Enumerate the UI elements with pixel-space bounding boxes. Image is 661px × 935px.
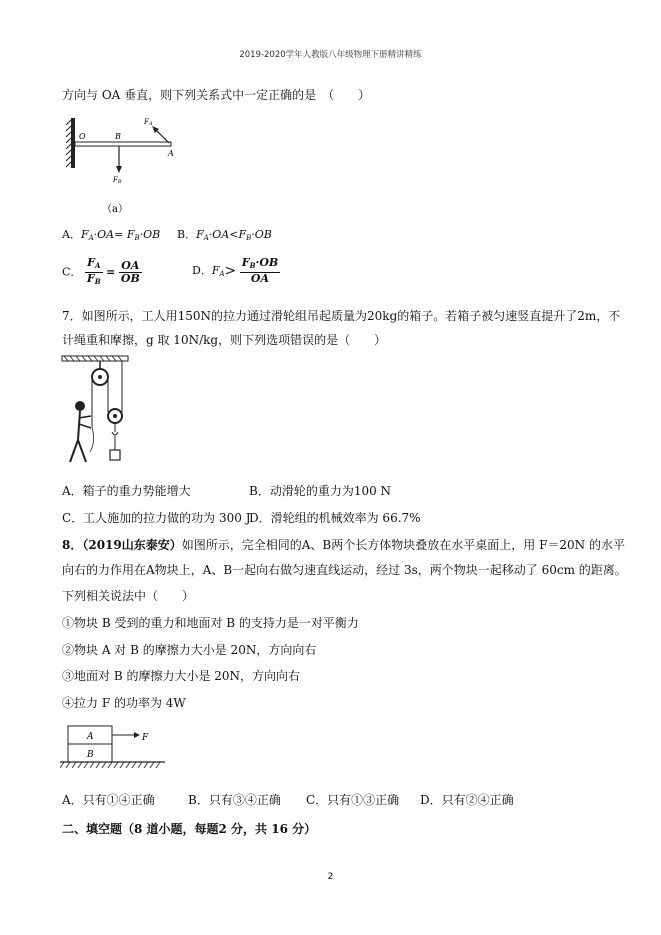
q6-option-a: A．$F_A\cdot OA= F_B\cdot OB$ [62, 228, 161, 242]
q7-line1: 7．如图所示，工人用150N的拉力通过滑轮组吊起质量为20kg的箱子。若箱子被匀速竖直提升了2m，不 [62, 309, 621, 323]
q7-option-d: D．滑轮组的机械效率为 66.7% [249, 511, 421, 525]
q6-lever-figure [60, 112, 190, 217]
q8-statement-1: ①物块 B 受到的重力和地面对 B 的支持力是一对平衡力 [62, 616, 359, 630]
q8-option-a: A．只有①④正确 [62, 793, 155, 807]
q7-option-c: C．工人施加的拉力做的功为 300 J [62, 511, 251, 525]
q7-pulley-figure [60, 352, 130, 472]
label-fb: FB [113, 176, 122, 185]
label-b: B [87, 750, 94, 760]
q6-option-d: D．$F_A>$ $\frac{F_B\cdot OB}{OA}$ [192, 256, 279, 285]
page-number: 2 [327, 872, 334, 882]
q8-blocks-figure [60, 720, 170, 780]
section-heading: 二、填空题（8 道小题，每题2 分，共 16 分） [62, 822, 317, 836]
q8-line3: 下列相关说法中（ ） [62, 589, 195, 603]
label-a: A [168, 149, 174, 158]
q8-statement-3: ③地面对 B 的摩擦力大小是 20N，方向向右 [62, 669, 301, 683]
q6-option-c: C． $\frac{F_A}{F_B}$ = $\frac{OA}{OB}$ [62, 256, 140, 286]
q8-line2: 向右的力作用在A物块上，A、B一起向右做匀速直线运动，经过 3s，两个物块一起移动了 60cm 的距离。 [62, 563, 627, 577]
figure-caption: （a） [102, 204, 128, 215]
q6-option-b: B．$F_A\cdot OA<F_B\cdot OB$ [177, 228, 272, 242]
page-header: 2019-2020学年人教版八年级物理下册精讲精练 [239, 50, 422, 60]
q8-line1: 8．（2019山东泰安）如图所示，完全相同的A、B两个长方体物块叠放在水平桌面上，用 F＝20N 的水平 [62, 538, 625, 552]
q8-option-b: B．只有③④正确 [188, 793, 281, 807]
q7-line2: 计绳重和摩擦，g 取 10N/kg，则下列选项错误的是（ ） [62, 333, 387, 347]
label-f: F [142, 733, 149, 743]
q7-option-b: B．动滑轮的重力为100 N [249, 484, 392, 498]
q8-option-d: D．只有②④正确 [420, 793, 514, 807]
q8-option-c: C．只有①③正确 [306, 793, 400, 807]
q6-stem: 方向与 OA 垂直，则下列关系式中一定正确的是 （ ） [62, 88, 371, 102]
q8-statement-2: ②物块 A 对 B 的摩擦力大小是 20N，方向向右 [62, 643, 317, 657]
label-o: O [79, 132, 86, 141]
label-b: B [115, 132, 121, 141]
label-a: A [87, 732, 94, 742]
q7-option-a: A．箱子的重力势能增大 [62, 484, 191, 498]
label-fa: FA [144, 118, 153, 127]
q8-statement-4: ④拉力 F 的功率为 4W [62, 696, 186, 710]
